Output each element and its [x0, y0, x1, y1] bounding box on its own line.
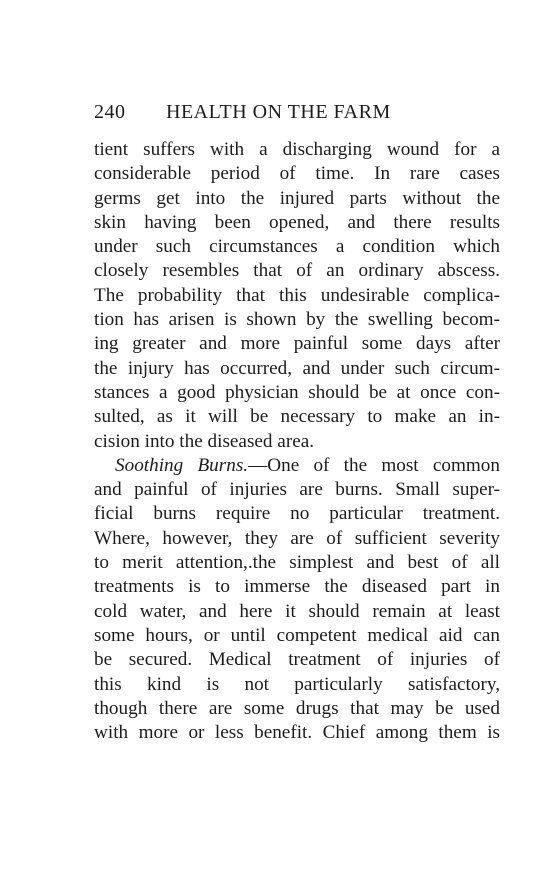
- text-line: germs get into the injured parts without the: [94, 187, 500, 209]
- running-head: [94, 101, 514, 127]
- text-line: skin having been opened, and there results: [94, 211, 500, 233]
- text-line: though there are some drugs that may be used: [94, 697, 500, 719]
- text-line: cision into the diseased area.: [94, 430, 315, 452]
- text-line: tion has arisen is shown by the swelling becom-: [94, 309, 500, 331]
- text-line: Where, however, they are of sufficient severity: [94, 527, 500, 549]
- body-text: [94, 138, 500, 745]
- text-line: tient suffers with a discharging wound for a: [94, 139, 500, 160]
- text-line: ficial burns require no particular treatment.: [94, 503, 500, 525]
- paragraph-heading: Soothing Burns.: [115, 454, 249, 476]
- text-line: closely resembles that of an ordinary abscess.: [94, 260, 500, 282]
- text-line: under such circumstances a condition which: [94, 236, 500, 258]
- text-line: and painful of injuries are burns. Small super-: [94, 479, 500, 501]
- text-line: considerable period of time. In rare cases: [94, 163, 500, 185]
- running-title: HEALTH ON THE FARM: [166, 101, 391, 123]
- text-line: The probability that this undesirable complica-: [94, 284, 500, 306]
- text-line: be secured. Medical treatment of injuries of: [94, 649, 500, 671]
- text-line: treatments is to immerse the diseased part in: [94, 576, 500, 598]
- text-line: stances a good physician should be at once con-: [94, 381, 500, 403]
- paragraph-first-line-text: —One of the most common: [248, 454, 500, 476]
- paragraph-first-line: [94, 454, 500, 478]
- text-line: to merit attention,.the simplest and best of all: [94, 552, 500, 574]
- text-line: this kind is not particularly satisfactory,: [94, 673, 500, 695]
- text-line: sulted, as it will be necessary to make an in-: [94, 406, 500, 428]
- text-line: cold water, and here it should remain at least: [94, 600, 500, 622]
- text-line: some hours, or until competent medical aid can: [94, 624, 500, 646]
- page-number: 240: [94, 101, 126, 123]
- text-line: ing greater and more painful some days after: [94, 333, 500, 355]
- text-line: the injury has occurred, and under such circum-: [94, 357, 500, 379]
- text-line: with more or less benefit. Chief among them is: [94, 722, 500, 744]
